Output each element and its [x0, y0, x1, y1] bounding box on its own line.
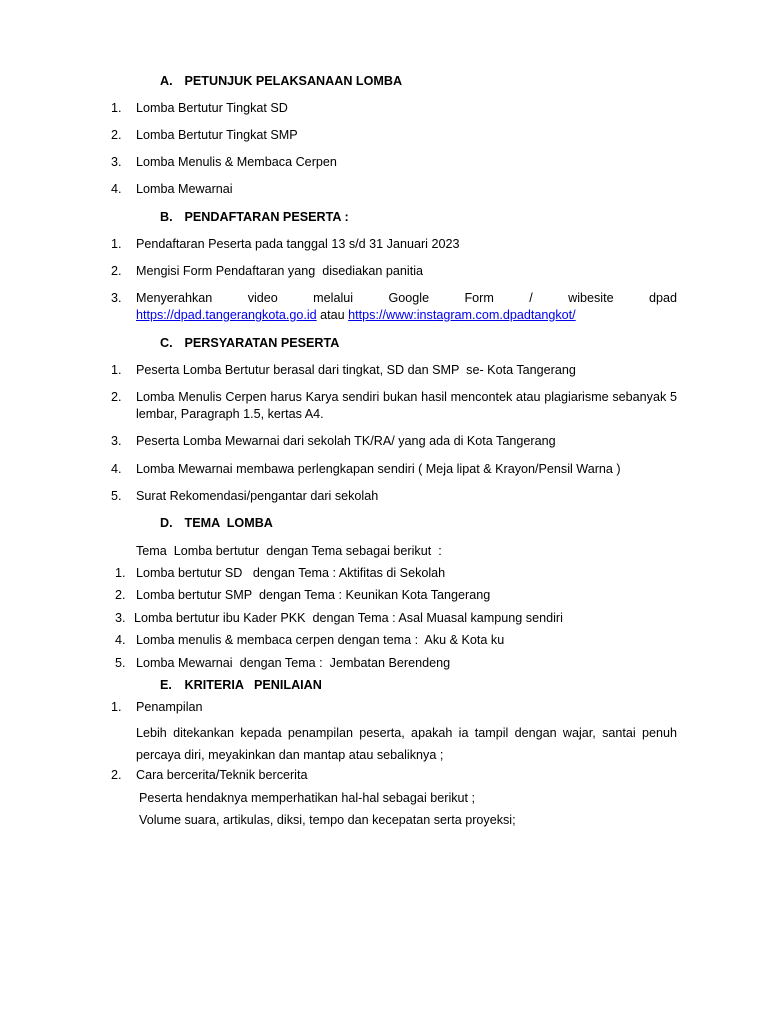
list-number: 3. — [111, 155, 122, 169]
list-number: 3. — [111, 291, 122, 305]
list-text: Peserta Lomba Mewarnai dari sekolah TK/RA/ yang ada di Kota Tangerang — [136, 434, 556, 448]
link-separator: atau — [316, 308, 349, 322]
list-text: Cara bercerita/Teknik bercerita — [136, 768, 308, 782]
list-text: Lomba menulis & membaca cerpen dengan tema : Aku & Kota ku — [136, 633, 505, 647]
list-text: Menyerahkan video melalui Google Form / wibesite dpad — [136, 291, 677, 305]
list-number: 5. — [111, 489, 122, 503]
section-e-title: KRITERIA PENILAIAN — [184, 678, 322, 692]
section-b-heading — [160, 209, 349, 226]
list-number: 4. — [111, 182, 122, 196]
section-c-title: PERSYARATAN PESERTA — [184, 336, 340, 350]
section-b-title: PENDAFTARAN PESERTA : — [184, 210, 349, 224]
list-text: Lomba Mewarnai membawa perlengkapan sendiri ( Meja lipat & Krayon/Pensil Warna ) — [136, 462, 621, 476]
section-a-title: PETUNJUK PELAKSANAAN LOMBA — [184, 74, 403, 88]
list-text: Lomba bertutur SD dengan Tema : Aktifitas di Sekolah — [136, 566, 446, 580]
list-number: 4. — [115, 633, 126, 647]
list-number: 1. — [111, 101, 122, 115]
section-c-heading — [160, 335, 339, 352]
list-number: 2. — [111, 128, 122, 142]
section-a-heading — [160, 73, 402, 90]
list-text: Lomba Menulis Cerpen harus Karya sendiri bukan hasil mencontek atau plagiarisme sebanyak 5 lembar, Paragraph 1.5, kertas A4. — [136, 390, 681, 421]
registration-links — [136, 307, 677, 324]
theme-intro: Tema Lomba bertutur dengan Tema sebagai berikut : — [136, 544, 442, 558]
list-number: 2. — [111, 264, 122, 278]
list-number: 2. — [111, 768, 122, 782]
list-number: 1. — [111, 363, 122, 377]
list-text: Surat Rekomendasi/pengantar dari sekolah — [136, 489, 379, 503]
list-number: 2. — [111, 390, 122, 404]
list-number: 4. — [111, 462, 122, 476]
list-text: Lomba Bertutur Tingkat SD — [136, 101, 288, 115]
list-text: Penampilan — [136, 700, 203, 714]
section-e-letter: E. — [160, 678, 172, 692]
list-text: Pendaftaran Peserta pada tanggal 13 s/d 31 Januari 2023 — [136, 237, 460, 251]
dpad-website-link[interactable]: https://dpad.tangerangkota.go.id — [136, 308, 317, 322]
list-number: 2. — [115, 588, 126, 602]
list-text: Lomba Mewarnai — [136, 182, 233, 196]
section-b-letter: B. — [160, 210, 173, 224]
list-number: 1. — [111, 700, 122, 714]
list-text: Lomba bertutur SMP dengan Tema : Keunikan Kota Tangerang — [136, 588, 491, 602]
list-number: 5. — [115, 656, 126, 670]
list-text: Lomba bertutur ibu Kader PKK dengan Tema : Asal Muasal kampung sendiri — [134, 611, 563, 625]
list-text: Lomba Mewarnai dengan Tema : Jembatan Berendeng — [136, 656, 451, 670]
list-number: 3. — [115, 611, 126, 625]
list-text: Peserta Lomba Bertutur berasal dari tingkat, SD dan SMP se- Kota Tangerang — [136, 363, 576, 377]
list-number: 3. — [111, 434, 122, 448]
section-c-letter: C. — [160, 336, 173, 350]
section-a-letter: A. — [160, 74, 173, 88]
list-number: 1. — [115, 566, 126, 580]
list-text: Mengisi Form Pendaftaran yang disediakan panitia — [136, 264, 424, 278]
list-text: Lomba Bertutur Tingkat SMP — [136, 128, 298, 142]
section-d-heading — [160, 515, 273, 532]
instagram-link[interactable]: https://www:instagram.com.dpadtangkot/ — [348, 308, 576, 322]
section-d-letter: D. — [160, 516, 173, 530]
technique-description: Peserta hendaknya memperhatikan hal-hal sebagai berikut ; — [139, 791, 476, 805]
section-e-heading — [160, 677, 322, 694]
appearance-description: Lebih ditekankan kepada penampilan peserta, apakah ia tampil dengan wajar, santai penuh percaya diri, meyakinkan dan mantap atau sebaliknya ; — [136, 726, 681, 762]
list-text: Lomba Menulis & Membaca Cerpen — [136, 155, 337, 169]
section-d-title: TEMA LOMBA — [184, 516, 273, 530]
list-number: 1. — [111, 237, 122, 251]
technique-criteria: Volume suara, artikulas, diksi, tempo dan kecepatan serta proyeksi; — [139, 813, 516, 827]
